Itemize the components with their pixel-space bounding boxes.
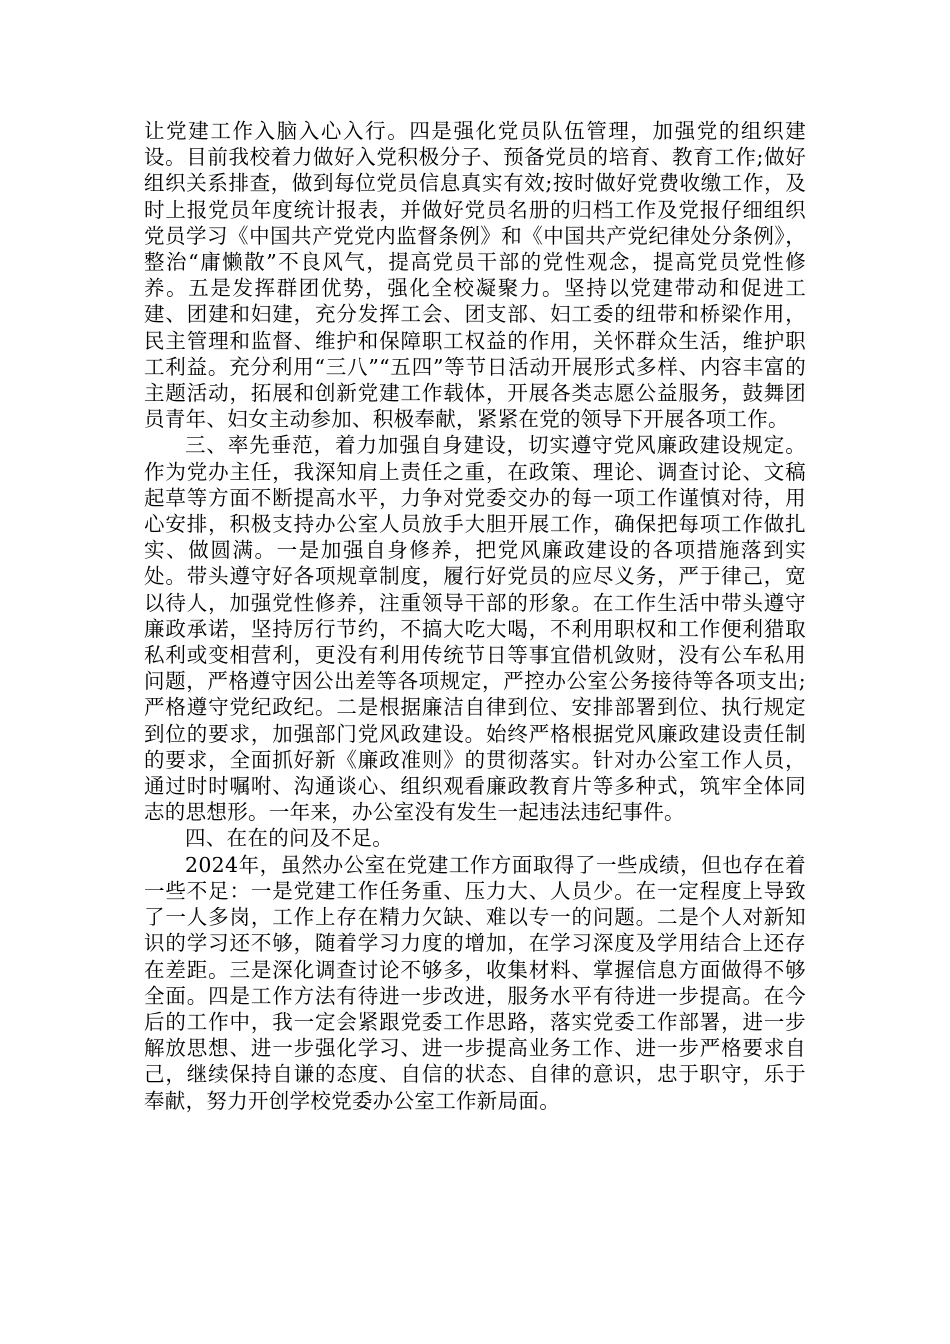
paragraph-section-three: 三、率先垂范，着力加强自身建设，切实遵守党风廉政建设规定。作为党办主任，我深知肩上责任之重，在政策、理论、调查讨论、文稿起草等方面不断提高水平，力争对党委交办的每一项工作谨慎对待，用心安排，积极支持办公室人员放手大胆开展工作，确保把每项工作做扎实、做圆满。一是加强自身修养，把党风廉政建设的各项措施落到实处。带头遵守好各项规章制度，履行好党员的应尽义务，严于律己，宽以待人，加强党性修养，注重领导干部的形象。在工作生活中带头遵守廉政承诺，坚持厉行节约，不搞大吃大喝，不利用职权和工作便利猎取私利或变相营利，更没有利用传统节日等事宜借机敛财，没有公车私用问题，严格遵守因公出差等各项规定，严控办公室公务接待等各项支出;严格遵守党纪政纪。二是根据廉洁自律到位、安排部署到位、执行规定到位的要求，加强部门党风政建设。始终严格根据党风廉政建设责任制的要求，全面抓好新《廉政准则》的贯彻落实。针对办公室工作人员，通过时时嘱咐、沟通谈心、组织观看廉政教育片等多种式，筑牢全体同志的思想形。一年来，办公室没有发生一起违法违纪事件。: [144, 433, 806, 825]
paragraph-continuation: 让党建工作入脑入心入行。四是强化党员队伍管理，加强党的组织建设。目前我校着力做好入党积极分子、预备党员的培育、教育工作;做好组织关系排查，做到每位党员信息真实有效;按时做好党费收缴工作，及时上报党员年度统计报表，并做好党员名册的归档工作及党报仔细组织党员学习《中国共产党党内监督条例》和《中国共产党纪律处分条例》，整治“庸懒散”不良风气，提高党员干部的党性观念，提高党员党性修养。五是发挥群团优势，强化全校凝聚力。坚持以党建带动和促进工建、团建和妇建，充分发挥工会、团支部、妇工委的纽带和桥梁作用，民主管理和监督、维护和保障职工权益的作用，关怀群众生活，维护职工利益。充分利用“三八”“五四”等节日活动开展形式多样、内容丰富的主题活动，拓展和创新党建工作载体，开展各类志愿公益服务，鼓舞团员青年、妇女主动参加、积极奉献，紧紧在党的领导下开展各项工作。: [144, 119, 806, 432]
document-body: [144, 118, 806, 1114]
paragraph-section-four-body: 2024年，虽然办公室在党建工作方面取得了一些成绩，但也存在着一些不足：一是党建工作任务重、压力大、人员少。在一定程度上导致了一人多岗，工作上存在精力欠缺、难以专一的问题。二是个人对新知识的学习还不够，随着学习力度的增加，在学习深度及学用结合上还存在差距。三是深化调查讨论不够多，收集材料、掌握信息方面做得不够全面。四是工作方法有待进一步改进，服务水平有待进一步提高。在今后的工作中，我一定会紧跟党委工作思路，落实党委工作部署，进一步解放思想、进一步强化学习、进一步提高业务工作、进一步严格要求自己，继续保持自谦的态度、自信的状态、自律的意识，忠于职守，乐于奉献，努力开创学校党委办公室工作新局面。: [144, 852, 806, 1113]
paragraph-section-four-heading: 四、在在的问及不足。: [185, 826, 393, 851]
